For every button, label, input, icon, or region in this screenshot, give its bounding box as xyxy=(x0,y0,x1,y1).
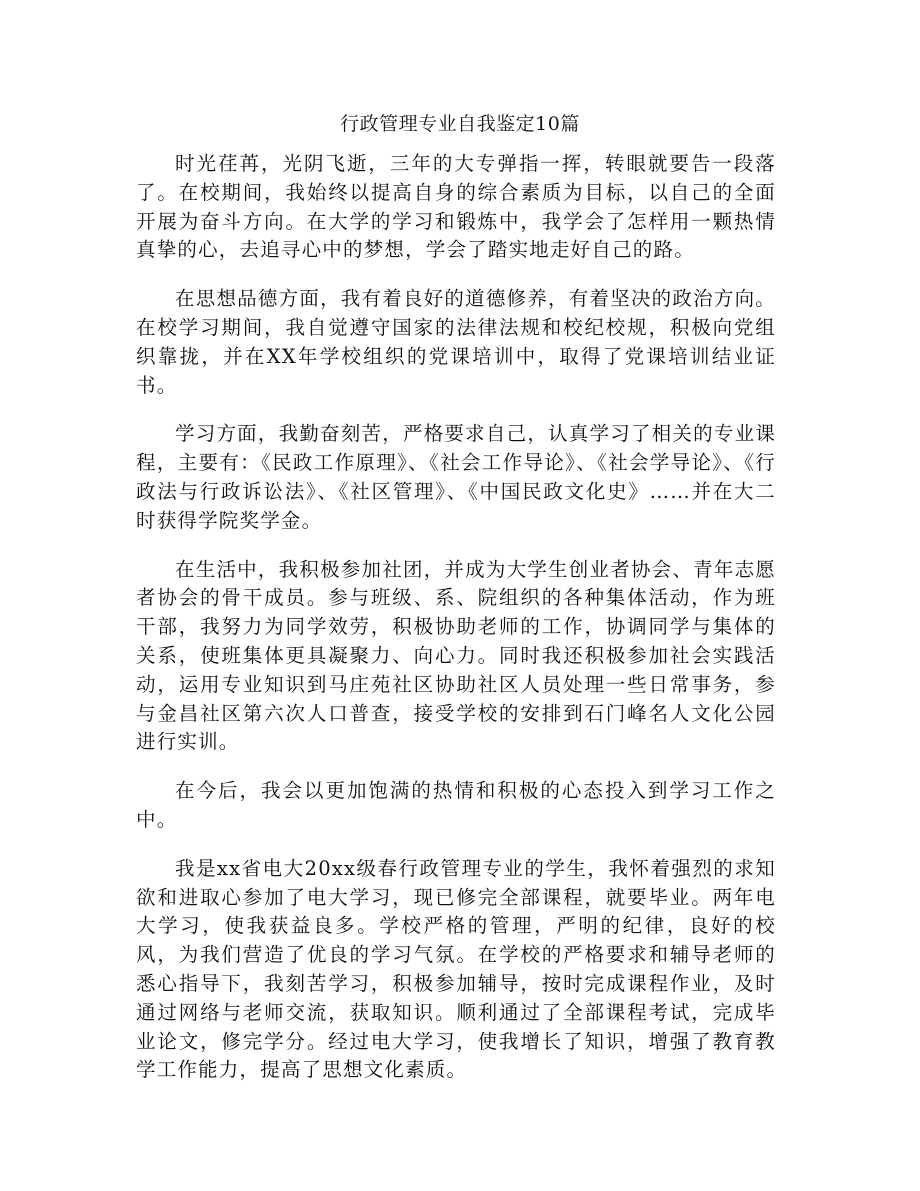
paragraph-study: 学习方面，我勤奋刻苦，严格要求自己，认真学习了相关的专业课程，主要有：《民政工作原理》、《社会工作导论》、《社会学导论》、《行政法与行政诉讼法》、《社区管理》、《中国民政文化史》……并在大二时获得学院奖学金。 xyxy=(136,422,776,532)
document-body xyxy=(136,150,776,1105)
paragraph-moral: 在思想品德方面，我有着良好的道德修养，有着坚决的政治方向。在校学习期间，我自觉遵守国家的法律法规和校纪校规，积极向党组织靠拢，并在XX年学校组织的党课培训中，取得了党课培训结业证书。 xyxy=(136,287,776,397)
paragraph-future: 在今后，我会以更加饱满的热情和积极的心态投入到学习工作之中。 xyxy=(136,779,776,831)
paragraph-life: 在生活中，我积极参加社团，并成为大学生创业者协会、青年志愿者协会的骨干成员。参与班级、系、院组织的各种集体活动，作为班干部，我努力为同学效劳，积极协助老师的工作，协调同学与集体的关系，使班集体更具凝聚力、向心力。同时我还积极参加社会实践活动，运用专业知识到马庄苑社区协助社区人员处理一些日常事务，参与金昌社区第六次人口普查，接受学校的安排到石门峰名人文化公园进行实训。 xyxy=(136,557,776,754)
document-title: 行政管理专业自我鉴定10篇 xyxy=(340,113,580,135)
paragraph-tvu: 我是xx省电大20xx级春行政管理专业的学生，我怀着强烈的求知欲和进取心参加了电大学习，现已修完全部课程，就要毕业。两年电大学习，使我获益良多。学校严格的管理，严明的纪律，良好的校风，为我们营造了优良的学习气氛。在学校的严格要求和辅导老师的悉心指导下，我刻苦学习，积极参加辅导，按时完成课程作业，及时通过网络与老师交流，获取知识。顺利通过了全部课程考试，完成毕业论文，修完学分。经过电大学习，使我增长了知识，增强了教育教学工作能力，提高了思想文化素质。 xyxy=(136,856,776,1082)
paragraph-intro: 时光荏苒，光阴飞逝，三年的大专弹指一挥，转眼就要告一段落了。在校期间，我始终以提高自身的综合素质为目标，以自己的全面开展为奋斗方向。在大学的学习和锻炼中，我学会了怎样用一颗热情真挚的心，去追寻心中的梦想，学会了踏实地走好自己的路。 xyxy=(136,152,776,262)
